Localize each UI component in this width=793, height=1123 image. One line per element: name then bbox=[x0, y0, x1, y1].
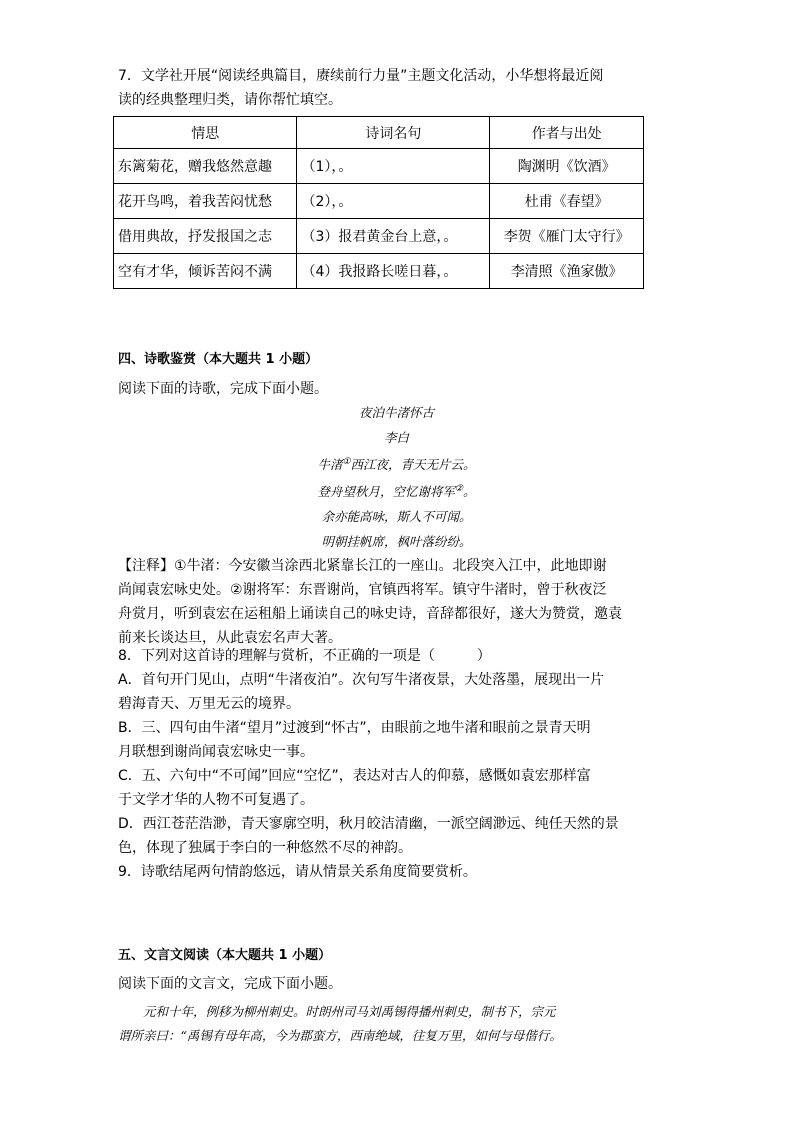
cell-source: 李清照《渔家傲》 bbox=[490, 254, 644, 289]
classical-text-line: 谓所亲曰：“禹锡有母年高，今为郡蛮方，西南绝域，往复万里，如何与母偕行。 bbox=[118, 1028, 562, 1043]
section-4-intro bbox=[118, 377, 678, 401]
question-9-line: 9．诗歌结尾两句情韵悠远，请从情景关系角度简要赏析。 bbox=[118, 864, 477, 880]
header-author-source: 作者与出处 bbox=[490, 117, 644, 149]
classical-text bbox=[118, 1000, 678, 1048]
cell-emotion: 空有才华，倾诉苦闷不满 bbox=[114, 254, 297, 289]
poem-line-text: 明朝挂帆席，枫叶落纷纷。 bbox=[321, 534, 472, 550]
section-5-title: 五、文言文阅读（本大题共 1 小题） bbox=[118, 948, 332, 963]
note-line: 尚闻袁宏咏史处。②谢将军：东晋谢尚，官镇西将军。镇守牛渚时，曾于秋夜泛 bbox=[118, 582, 607, 598]
section-4-title: 四、诗歌鉴赏（本大题共 1 小题） bbox=[118, 352, 319, 367]
option-d-line: 色，体现了独属于李白的一种悠然不尽的神韵。 bbox=[118, 840, 412, 856]
cell-source: 杜甫《春望》 bbox=[490, 184, 644, 219]
cell-emotion: 花开鸟鸣，着我苦闷忧愁 bbox=[114, 184, 297, 219]
poem-line-text: 余亦能高咏，斯人不可闻。 bbox=[321, 509, 472, 525]
option-a-line: 碧海青天、万里无云的境界。 bbox=[118, 696, 300, 712]
classics-table bbox=[113, 116, 644, 289]
section-4-intro-text: 阅读下面的诗歌，完成下面小题。 bbox=[118, 381, 328, 397]
cell-source: 陶渊明《饮酒》 bbox=[490, 149, 644, 184]
option-d-line: D．西江苍茫浩渺，青天寥廓空明，秋月皎洁清幽，一派空阔渺远、纯任天然的景 bbox=[118, 816, 619, 832]
table-row bbox=[114, 219, 644, 254]
cell-verse: （4）我报路长嗟日暮，。 bbox=[297, 254, 490, 289]
cell-verse: （1），。 bbox=[297, 149, 490, 184]
section-5-intro-text: 阅读下面的文言文，完成下面小题。 bbox=[118, 976, 342, 992]
header-emotion: 情思 bbox=[114, 117, 297, 149]
option-a-line: A．首句开门见山，点明“牛渚夜泊”。次句写牛渚夜景，大处落墨，展现出一片 bbox=[118, 672, 605, 688]
table-row bbox=[114, 149, 644, 184]
poem-line bbox=[0, 504, 793, 529]
table-row bbox=[114, 254, 644, 289]
question-7-line-1: 7．文学社开展“阅读经典篇目，赓续前行力量”主题文化活动，小华想将最近阅 bbox=[118, 68, 604, 84]
cell-emotion: 东篱菊花，赠我悠然意趣 bbox=[114, 149, 297, 184]
option-b-line: B．三、四句由牛渚“望月”过渡到“怀古”，由眼前之地牛渚和眼前之景青天明 bbox=[118, 720, 591, 736]
question-7-prompt bbox=[118, 64, 678, 112]
question-line: 8．下列对这首诗的理解与赏析，不正确的一项是（ ） bbox=[118, 648, 491, 664]
poem-line bbox=[0, 529, 793, 554]
note-line: 前来长谈达旦，从此袁宏名声大著。 bbox=[118, 630, 342, 646]
classical-text-line: 元和十年，例移为柳州刺史。时朗州司马刘禹锡得播州刺史，制书下，宗元 bbox=[118, 1004, 556, 1019]
cell-verse: （3）报君黄金台上意，。 bbox=[297, 219, 490, 254]
poem-title: 夜泊牛渚怀古 bbox=[358, 405, 434, 420]
poem-notes bbox=[118, 554, 678, 650]
poem-line-text: 登舟望秋月，空忆谢将军 bbox=[317, 484, 455, 500]
option-c-line: 于文学才华的人物不可复遇了。 bbox=[118, 792, 314, 808]
section-5-intro bbox=[118, 972, 678, 996]
poem-line-text: 西江夜，青天无片云。 bbox=[350, 457, 476, 473]
cell-verse: （2），。 bbox=[297, 184, 490, 219]
footnote-marker: ② bbox=[454, 484, 464, 495]
header-verse: 诗词名句 bbox=[297, 117, 490, 149]
cell-source: 李贺《雁门太守行》 bbox=[490, 219, 644, 254]
note-line: 舟赏月，听到袁宏在运租船上诵读自己的咏史诗，音辞都很好，遂大为赞赏，邀袁 bbox=[118, 606, 622, 622]
footnote-marker: ① bbox=[342, 457, 351, 467]
poem-author: 李白 bbox=[383, 430, 409, 445]
poem-line-text: 牛渚 bbox=[317, 457, 343, 473]
poem-line bbox=[0, 450, 793, 477]
table-header-row bbox=[114, 117, 644, 149]
note-line: 【注释】①牛渚：今安徽当涂西北紧靠长江的一座山。北段突入江中，此地即谢 bbox=[118, 558, 607, 574]
option-b-line: 月联想到谢尚闻袁宏咏史一事。 bbox=[118, 744, 314, 760]
poem-line bbox=[0, 477, 793, 504]
cell-emotion: 借用典故，抒发报国之志 bbox=[114, 219, 297, 254]
option-c-line: C．五、六句中“不可闻”回应“空忆”，表达对古人的仰慕，感慨如袁宏那样富 bbox=[118, 768, 591, 784]
poem bbox=[0, 400, 793, 554]
table-row bbox=[114, 184, 644, 219]
questions-8-9 bbox=[118, 644, 678, 884]
poem-line-text: 。 bbox=[463, 484, 476, 500]
question-7-line-2: 读的经典整理归类，请你帮忙填空。 bbox=[118, 92, 342, 108]
